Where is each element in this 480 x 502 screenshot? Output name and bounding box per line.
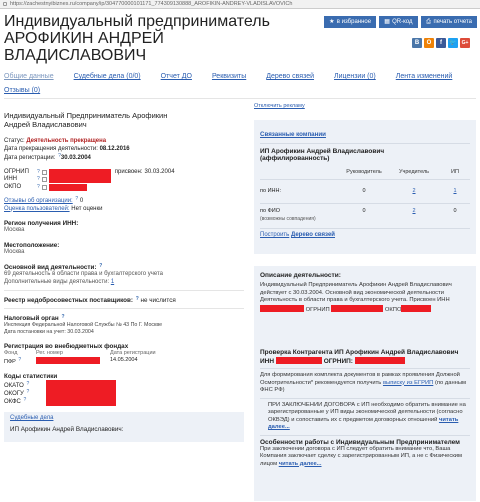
- egrip-link[interactable]: выписку из ЕГРИП: [382, 379, 434, 386]
- tab-courts[interactable]: Судебные дела (0/0): [73, 73, 141, 80]
- print-button[interactable]: [421, 16, 478, 28]
- redacted-inn: [276, 357, 322, 364]
- affil-col-founder: Учредитель: [398, 168, 430, 175]
- ogrnip-label: ОГРНИП: [4, 168, 29, 175]
- redacted-okpo: [49, 184, 87, 191]
- location-value: Москва: [4, 248, 25, 255]
- affil-col: [260, 169, 340, 176]
- twitter-icon[interactable]: 🐦: [449, 40, 457, 46]
- page-title: [4, 13, 309, 64]
- redacted-pfr-number: [36, 357, 100, 364]
- assigned-value: 30.03.2004: [144, 168, 175, 175]
- ok-icon[interactable]: О: [424, 38, 434, 48]
- read-more-link[interactable]: читать далее...: [268, 416, 459, 430]
- okved-heading: [4, 263, 244, 271]
- codes-heading: Коды статистики: [4, 373, 58, 380]
- funds-row-date: 14.05.2004: [110, 357, 138, 363]
- help-icon[interactable]: ?: [26, 381, 30, 387]
- extra-okved-label: Дополнительные виды деятельности:: [4, 278, 110, 285]
- help-icon[interactable]: ?: [18, 357, 22, 363]
- funds-col-regnum: Рег. номер: [36, 350, 63, 356]
- favorite-button[interactable]: [324, 16, 376, 28]
- address-bar[interactable]: [0, 0, 480, 9]
- print-label: печать отчета: [433, 19, 472, 25]
- tab-requisites[interactable]: Реквизиты: [211, 73, 247, 80]
- affil-cell-link[interactable]: 1: [453, 187, 457, 194]
- check-heading: Проверка Контрагента ИП Арофикин Андрей Владиславович ИНН: [260, 349, 459, 365]
- redacted-codes: [46, 380, 116, 406]
- affil-col-ip: ИП: [451, 168, 459, 175]
- copy-icon[interactable]: [42, 170, 47, 175]
- desc-heading: Описание деятельности:: [260, 272, 341, 279]
- rating-value: Нет оценки: [71, 205, 103, 212]
- nav-tabs: [4, 70, 479, 98]
- okpo-label: ОКПО: [4, 183, 22, 190]
- region-heading: Регион получения ИНН:: [4, 220, 79, 227]
- help-icon[interactable]: ?: [135, 296, 139, 302]
- funds-col-fund: Фонд: [4, 350, 18, 356]
- help-icon[interactable]: ?: [26, 389, 30, 395]
- tab-tree[interactable]: Дерево связей: [266, 73, 315, 80]
- desc-okpo: ОКПО: [384, 306, 402, 313]
- tab-changes[interactable]: Лента изменений: [395, 73, 453, 80]
- favorite-label: в избранное: [336, 19, 372, 25]
- qr-icon: ▦: [384, 19, 390, 25]
- affil-cell: 0: [453, 207, 457, 214]
- google-plus-icon[interactable]: G+: [461, 40, 469, 46]
- url-text: https://zachestnyibiznes.ru/company/ip/304770000101171_774309130888_AROFIKIN-ANDREY-VLADISLAVOVICh: [10, 1, 293, 7]
- title-line: ВЛАДИСЛАВОВИЧ: [4, 47, 147, 64]
- help-icon[interactable]: ?: [37, 168, 40, 175]
- check-text-2: (по данным ФНС РФ): [260, 379, 467, 393]
- redacted-ogrnip: [49, 169, 111, 176]
- vk-icon[interactable]: В: [412, 38, 422, 48]
- funds-col-date: Дата регистрации: [110, 350, 156, 356]
- okved-heading-text: Основной вид деятельности:: [4, 264, 97, 271]
- tax-heading: Налоговый орган: [4, 315, 59, 322]
- region-value: Москва: [4, 227, 25, 233]
- qr-button[interactable]: [379, 16, 417, 28]
- print-icon: ⎙: [426, 19, 431, 25]
- unreliable-value: не числится: [140, 297, 176, 304]
- related-companies-link[interactable]: Связанные компании: [260, 131, 326, 138]
- affil-heading: ИП Арофикин Андрей Владиславович (аффилированность): [260, 147, 385, 162]
- check-ogrnip: ОГРНИП:: [323, 357, 353, 365]
- inn-label: ИНН: [4, 176, 17, 182]
- code-okfs: ОКФС: [4, 399, 21, 405]
- facebook-icon[interactable]: f: [436, 38, 446, 48]
- desc-text: Индивидуальный Предприниматель Арофикин Андрей Владиславович действует с 30.03.2004. Основной вид экономической деятельности Деятельность в области права и бухгалтерского учета. Присвоен ИНН: [260, 282, 452, 303]
- help-icon[interactable]: ?: [37, 176, 40, 182]
- help-icon[interactable]: ?: [23, 397, 27, 403]
- tab-licenses[interactable]: Лицензии (0): [334, 73, 376, 80]
- affil-row-label: по ФИО: [260, 207, 280, 214]
- help-icon[interactable]: ?: [58, 153, 61, 159]
- status-value: Деятельность прекращена: [26, 138, 107, 144]
- features-heading: Особенности работы с Индивидуальным Предпринимателем: [260, 438, 460, 446]
- affil-col-head: Руководитель: [346, 168, 382, 175]
- redacted-ogrnip: [355, 357, 405, 364]
- divider: [4, 98, 476, 99]
- help-icon[interactable]: ?: [61, 314, 65, 320]
- rating-link[interactable]: Оценка пользователей:: [4, 205, 70, 212]
- lock-icon: [3, 2, 7, 6]
- status-label: Статус:: [4, 138, 25, 144]
- reviews-count: 0: [79, 198, 84, 204]
- title-line: АРОФИКИН АНДРЕЙ: [4, 30, 164, 47]
- build-tree-link[interactable]: Построить: [260, 232, 290, 238]
- location-heading: Местоположение:: [4, 241, 60, 249]
- read-more-link[interactable]: читать далее...: [278, 460, 322, 467]
- disable-ads-link[interactable]: Отключить рекламу: [254, 103, 305, 109]
- title-line: Индивидуальный предприниматель: [4, 13, 270, 30]
- reviews-link[interactable]: Отзывы об организации:: [4, 198, 73, 204]
- desc-ogrnip: ОГРНИП: [305, 306, 330, 313]
- redacted-okpo: [401, 305, 431, 312]
- affil-note: (возможны совпадения): [260, 215, 316, 222]
- assigned-label: присвоен:: [114, 168, 143, 175]
- copy-icon[interactable]: [42, 185, 47, 190]
- star-icon: ★: [329, 19, 335, 25]
- redacted-inn: [49, 176, 111, 183]
- redacted-ogrnip: [331, 305, 383, 312]
- qr-label: QR-код: [392, 19, 413, 25]
- tax-value: Инспекция Федеральной Налоговой Службы № 43 По Г. Москве: [4, 322, 163, 328]
- stop-date-label: Дата прекращения деятельности:: [4, 145, 98, 152]
- funds-heading: Регистрация во внебюджетных фондах: [4, 343, 129, 350]
- check-text-3: ПРИ ЗАКЛЮЧЕНИИ ДОГОВОРА с ИП необходимо обратить внимание на зарегистрированные у ИП виды экономической деятельности (согласно ОКВЭД) и сопоставить их с предметом договорных отношений: [268, 401, 466, 423]
- affil-cell-link[interactable]: 2: [412, 207, 416, 214]
- reg-date-label: Дата регистрации:: [4, 155, 56, 161]
- funds-row-fund: ПФР: [4, 359, 16, 365]
- redacted-inn: [260, 305, 304, 312]
- unreliable-heading: Реестр недобросовестных поставщиков:: [4, 297, 133, 304]
- check-text: Для формирования комплекта документов в рамках проявления Должной Осмотрительности* рекомендуется получить: [260, 372, 460, 386]
- okved-value: 69 деятельность в области права и бухгалтерского учета: [4, 271, 164, 277]
- stop-date-value: 08.12.2016: [99, 145, 130, 152]
- help-icon[interactable]: ?: [37, 183, 40, 190]
- extra-okved-link[interactable]: 1: [110, 278, 115, 285]
- reg-date-value: 30.03.2004: [60, 155, 91, 161]
- code-okogu: ОКОГУ: [4, 391, 24, 397]
- help-icon[interactable]: ?: [75, 196, 79, 202]
- affil-cell: 0: [362, 207, 366, 214]
- company-heading: Индивидуальный Предприниматель Арофикин Андрей Владиславович: [4, 111, 168, 129]
- affil-cell-link[interactable]: 2: [412, 187, 416, 194]
- tab-reviews[interactable]: Отзывы (0): [4, 87, 41, 94]
- courts-link[interactable]: Судебные дела: [10, 415, 54, 421]
- courts-value: ИП Арофикин Андрей Владиславович:: [10, 425, 124, 433]
- affil-row-label: по ИНН:: [260, 187, 281, 194]
- copy-icon[interactable]: [42, 177, 47, 182]
- affil-cell: 0: [362, 187, 366, 194]
- tax-date: Дата постановки на учет: 30.03.2004: [4, 329, 94, 335]
- tab-general[interactable]: Общие данные: [4, 73, 54, 80]
- build-tree-link-bold[interactable]: Дерево связей: [290, 232, 335, 238]
- help-icon[interactable]: ?: [99, 263, 103, 269]
- code-okato: ОКАТО: [4, 383, 24, 389]
- tab-report[interactable]: Отчет ДО: [160, 73, 192, 80]
- features-text: При заключении договора с ИП следует обратить внимание что, Ваша Компания заключает сделку с зарегистрированным ИП, а не с Физическим лицом: [260, 445, 463, 467]
